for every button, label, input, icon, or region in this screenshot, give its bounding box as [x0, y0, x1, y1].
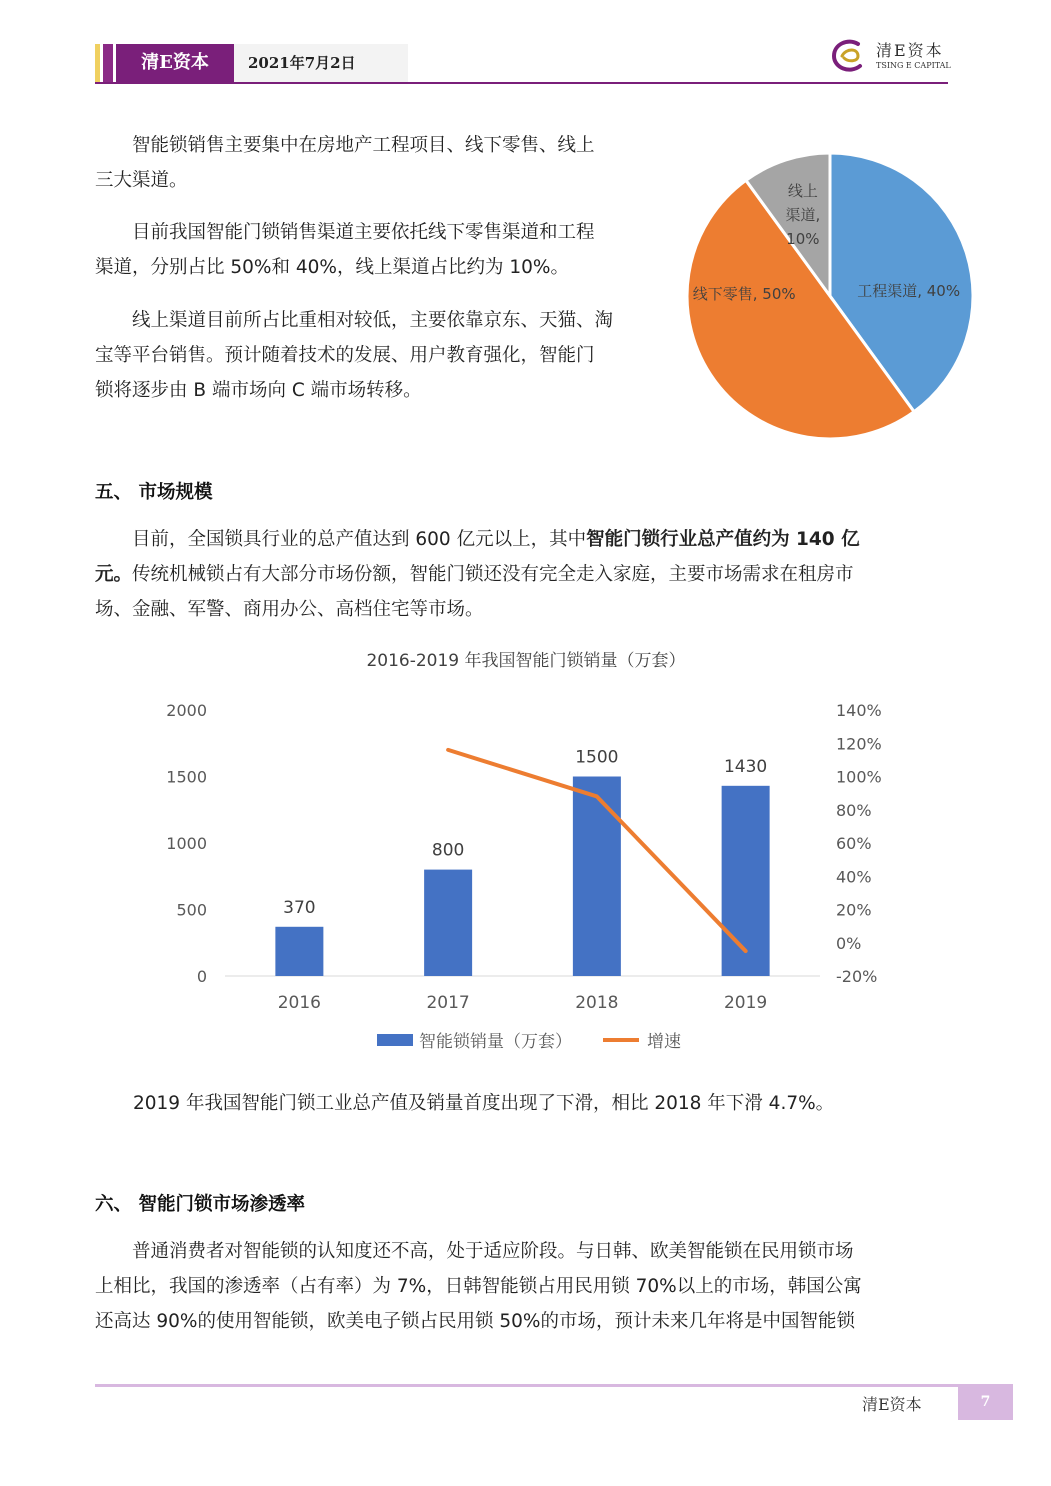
y2-tick-5: 80%: [836, 800, 872, 820]
pie-label-2-line-0: 线上: [787, 181, 818, 200]
s5-line2-text: 传统机械锁占有大部分市场份额，智能门锁还没有完全走入家庭，主要市场需求在租房市: [132, 564, 854, 585]
y-tick-2: 1000: [166, 834, 207, 853]
header-date: 2021年7月2日: [234, 44, 408, 82]
bar-label-2017: 800: [431, 840, 465, 861]
s5-line1-bold: 智能门锁行业总产值约为 140 亿: [586, 529, 860, 550]
chart-note: 2019 年我国智能门锁工业总产值及销量首度出现了下滑，相比 2018 年下滑 4.7%。: [133, 1093, 835, 1114]
logo-swirl-icon: [828, 36, 872, 76]
x-tick-2017: 2017: [426, 993, 470, 1013]
para2-line2: 渠道，分别占比 50%和 40%，线上渠道占比约为 10%。: [95, 257, 570, 278]
bar-label-2016: 370: [283, 897, 316, 918]
header-brand: 清E资本: [116, 44, 234, 82]
legend-swatch-bar: [377, 1034, 413, 1046]
y2-tick-1: 0%: [836, 933, 862, 953]
y-tick-4: 2000: [166, 701, 207, 720]
s5-line1-text: 目前，全国锁具行业的总产值达到 600 亿元以上，其中: [132, 529, 587, 550]
s6-line3: 还高达 90%的使用智能锁，欧美电子锁占民用锁 50%的市场，预计未来几年将是中国智能锁: [95, 1311, 856, 1332]
x-tick-2018: 2018: [575, 993, 619, 1013]
s6-line2: 上相比，我国的渗透率（占有率）为 7%，日韩智能锁占用民用锁 70%以上的市场，韩国公寓: [95, 1276, 862, 1297]
bar-2017: [424, 870, 472, 976]
bar-2018: [573, 777, 621, 977]
para3-line1: 线上渠道目前所占比重相对较低，主要依靠京东、天猫、淘: [132, 310, 614, 331]
s6-line1: 普通消费者对智能锁的认知度还不高，处于适应阶段。与日韩、欧美智能锁在民用锁市场: [132, 1241, 854, 1262]
bar-2019: [722, 786, 770, 976]
header-accent-yellow: [95, 44, 100, 82]
para2-line1: 目前我国智能门锁销售渠道主要依托线下零售渠道和工程: [132, 222, 595, 243]
y-tick-0: 0: [196, 967, 207, 986]
bar-2016: [275, 927, 323, 976]
footer-brand: 清E资本: [862, 1395, 922, 1414]
para1-line2: 三大渠道。: [95, 170, 188, 191]
paragraph-channel-shares: [95, 215, 595, 285]
legend-label-bar: 智能锁销量（万套）: [419, 1032, 572, 1052]
paragraph-market-size: [95, 522, 860, 627]
pie-label-2-line-1: 渠道,: [785, 205, 821, 224]
header-accent-purple: [103, 44, 113, 82]
paragraph-sales-channels: [95, 128, 595, 198]
footer-rule: [95, 1384, 1013, 1387]
paragraph-online-channel: [95, 303, 613, 408]
s5-line3-text: 场、金融、军警、商用办公、高档住宅等市场。: [95, 599, 484, 620]
company-logo: [828, 36, 952, 76]
y-tick-3: 1500: [166, 767, 207, 787]
paragraph-penetration: [95, 1234, 862, 1339]
logo-chinese-text: 清E资本: [876, 41, 944, 60]
pie-label-0: 工程渠道, 40%: [857, 282, 961, 300]
header-rule: [95, 82, 948, 84]
y2-tick-7: 120%: [836, 734, 882, 754]
section-heading-penetration: 六、 智能门锁市场渗透率: [95, 1194, 305, 1215]
y2-tick-3: 40%: [836, 867, 872, 887]
logo-english-text: TSING E CAPITAL: [876, 61, 951, 70]
y2-tick-6: 100%: [836, 767, 882, 787]
sales-combo-chart: [95, 640, 955, 1070]
para1-line1: 智能锁销售主要集中在房地产工程项目、线下零售、线上: [132, 135, 595, 156]
y2-tick-4: 60%: [836, 834, 872, 853]
channel-pie-chart: [680, 146, 980, 446]
bar-label-2019: 1430: [723, 756, 768, 777]
bar-label-2018: 1500: [575, 747, 619, 768]
x-tick-2016: 2016: [277, 993, 322, 1013]
page-number: 7: [958, 1384, 1013, 1420]
y2-tick-0: -20%: [836, 967, 878, 986]
section-heading-market-size: 五、 市场规模: [95, 482, 213, 503]
para3-line2: 宝等平台销售。预计随着技术的发展、用户教育强化，智能门: [95, 345, 595, 366]
s5-line2-bold: 元。: [95, 564, 133, 585]
y2-tick-8: 140%: [836, 701, 882, 720]
y2-tick-2: 20%: [836, 900, 872, 920]
pie-label-2-line-2: 10%: [786, 229, 820, 248]
x-tick-2019: 2019: [723, 993, 768, 1013]
legend-label-line: 增速: [647, 1032, 681, 1052]
combo-chart-title: 2016-2019 年我国智能门锁销量（万套）: [366, 651, 686, 671]
para3-line3: 锁将逐步由 B 端市场向 C 端市场转移。: [95, 380, 422, 401]
y-tick-1: 500: [176, 900, 207, 920]
pie-label-1: 线下零售, 50%: [692, 284, 796, 303]
